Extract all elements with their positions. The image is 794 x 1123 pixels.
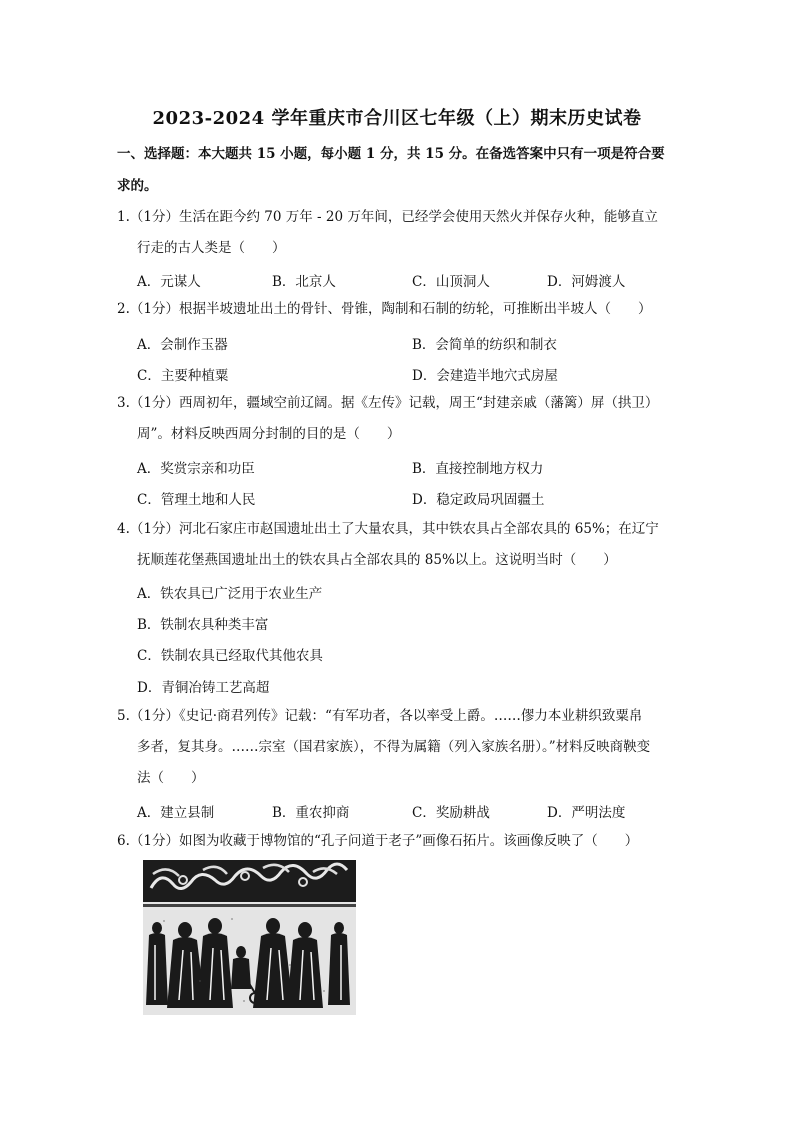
option-c[interactable]: C．奖励耕战 xyxy=(412,805,490,821)
question-4-line2: 抚顺莲花堡燕国遗址出土的铁农具占全部农具的 85%以上。这说明当时（ ） xyxy=(137,552,617,568)
question-1-line1: 1.（1分）生活在距今约 70 万年 - 20 万年间，已经学会使用天然火并保存火种，能够直立 xyxy=(117,209,658,225)
option-d[interactable]: D．河姆渡人 xyxy=(547,274,626,290)
option-b[interactable]: B．直接控制地方权力 xyxy=(412,461,544,477)
option-c[interactable]: C．管理土地和人民 xyxy=(137,492,256,508)
option-d[interactable]: D．稳定政局巩固疆土 xyxy=(412,492,545,508)
question-6-line1: 6.（1分）如图为收藏于博物馆的“孔子问道于老子”画像石拓片。该画像反映了（ ） xyxy=(117,833,639,849)
option-a[interactable]: A．奖赏宗亲和功臣 xyxy=(137,461,255,477)
question-3-options-row1 xyxy=(137,457,677,481)
question-3-options-row2 xyxy=(137,488,677,512)
section-heading-line1: 一、选择题：本大题共 15 小题，每小题 1 分，共 15 分。在备选答案中只有一项是符合要 xyxy=(117,146,665,162)
question-2-options-row2 xyxy=(137,364,677,388)
stone-rubbing-image xyxy=(143,860,356,1015)
section-heading xyxy=(117,138,677,202)
page-title: 2023-2024 学年重庆市合川区七年级（上）期末历史试卷 xyxy=(152,108,642,129)
option-a[interactable]: A．建立县制 xyxy=(137,805,215,821)
option-b[interactable]: B．北京人 xyxy=(272,274,336,290)
option-c[interactable]: C．主要种植粟 xyxy=(137,368,229,384)
option-a[interactable]: A．会制作玉器 xyxy=(137,337,228,353)
question-5-options xyxy=(137,801,677,825)
option-b[interactable]: B．铁制农具种类丰富 xyxy=(137,617,269,633)
question-1-line2: 行走的古人类是（ ） xyxy=(137,240,286,256)
question-3-line2: 周”。材料反映西周分封制的目的是（ ） xyxy=(137,426,401,442)
question-5-line1: 5.（1分）《史记·商君列传》记载：“有军功者，各以率受上爵。……僇力本业耕织致粟帛 xyxy=(117,708,643,724)
question-2-options-row1 xyxy=(137,333,677,357)
question-5-line2: 多者，复其身。……宗室（国君家族），不得为属籍（列入家族名册）。”材料反映商鞅变 xyxy=(137,739,651,755)
question-5-line3: 法（ ） xyxy=(137,770,205,786)
option-d[interactable]: D．青铜冶铸工艺高超 xyxy=(137,680,270,696)
question-1 xyxy=(117,202,677,264)
option-c[interactable]: C．铁制农具已经取代其他农具 xyxy=(137,648,323,664)
option-c[interactable]: C．山顶洞人 xyxy=(412,274,490,290)
question-3-line1: 3.（1分）西周初年，疆域空前辽阔。据《左传》记载，周王“封建亲戚（藩篱）屏（拱卫） xyxy=(117,395,659,411)
question-2 xyxy=(117,294,677,325)
question-4-line1: 4.（1分）河北石家庄市赵国遗址出土了大量农具，其中铁农具占全部农具的 65%；在辽宁 xyxy=(117,521,659,537)
section-heading-line2: 求的。 xyxy=(117,178,158,194)
option-d[interactable]: D．严明法度 xyxy=(547,805,626,821)
option-b[interactable]: B．重农抑商 xyxy=(272,805,350,821)
question-4 xyxy=(117,514,677,576)
option-d[interactable]: D．会建造半地穴式房屋 xyxy=(412,368,558,384)
question-2-line1: 2.（1分）根据半坡遗址出土的骨针、骨锥，陶制和石制的纺轮，可推断出半坡人（ ） xyxy=(117,301,652,317)
option-a[interactable]: A．铁农具已广泛用于农业生产 xyxy=(137,586,323,602)
question-3 xyxy=(117,388,677,450)
question-6 xyxy=(117,826,677,857)
question-1-options xyxy=(137,270,677,294)
option-b[interactable]: B．会简单的纺织和制衣 xyxy=(412,337,557,353)
question-5 xyxy=(117,701,677,794)
option-a[interactable]: A．元谋人 xyxy=(137,274,201,290)
